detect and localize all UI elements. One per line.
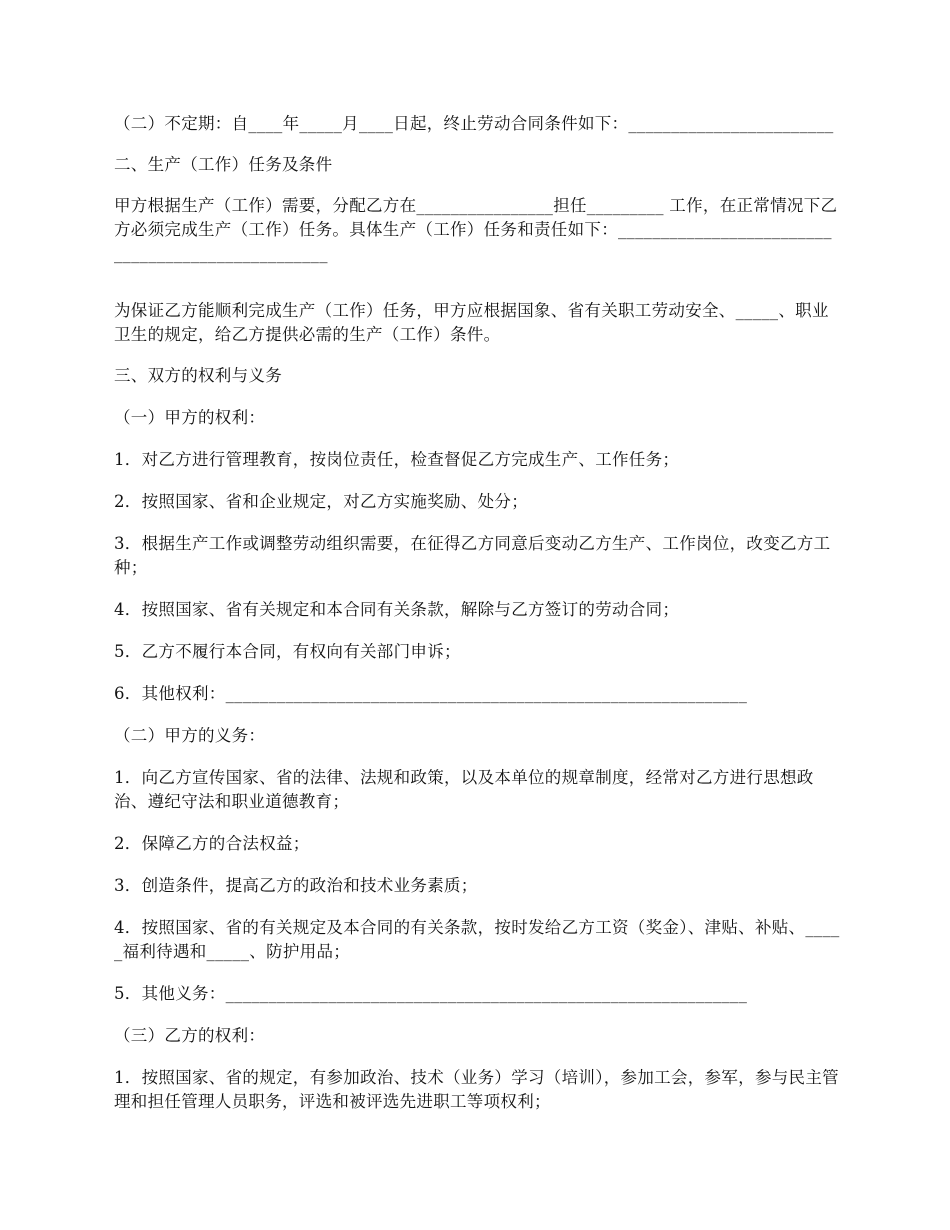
subheading-party-b-rights: （三）乙方的权利： (114, 1026, 266, 1045)
party-a-right-2: 2．按照国家、省和企业规定，对乙方实施奖励、处分； (114, 492, 528, 511)
party-a-obligation-4: 4．按照国家、省的有关规定及本合同的有关条款，按时发给乙方工资（奖金）、津贴、补贴、_____福利待遇和_____、防护用品； (114, 918, 840, 961)
party-a-right-1: 1．对乙方进行管理教育，按岗位责任，检查督促乙方完成生产、工作任务； (114, 450, 680, 469)
clause-task-assignment: 甲方根据生产（工作）需要，分配乙方在________________担任_________ 工作，在正常情况下乙方必须完成生产（工作）任务。具体生产（工作）任务和责任如下：__________________________________________________ (114, 196, 838, 263)
subheading-party-a-rights: （一）甲方的权利： (114, 408, 266, 427)
party-a-obligation-3: 3．创造条件，提高乙方的政治和技术业务素质； (114, 876, 478, 895)
section-heading-rights-obligations: 三、双方的权利与义务 (114, 366, 282, 385)
party-a-right-5: 5．乙方不履行本合同，有权向有关部门申诉； (114, 642, 461, 661)
clause-working-conditions: 为保证乙方能顺利完成生产（工作）任务，甲方应根据国象、省有关职工劳动安全、_____、职业卫生的规定，给乙方提供必需的生产（工作）条件。 (114, 301, 829, 344)
party-a-right-3: 3．根据生产工作或调整劳动组织需要，在征得乙方同意后变动乙方生产、工作岗位，改变乙方工种； (114, 534, 831, 577)
party-a-right-4: 4．按照国家、省有关规定和本合同有关条款，解除与乙方签订的劳动合同； (114, 600, 680, 619)
party-a-obligation-5: 5．其他义务：_____________________________________________________________ (114, 984, 748, 1003)
section-heading-tasks: 二、生产（工作）任务及条件 (114, 155, 333, 174)
party-a-obligation-1: 1．向乙方宣传国家、省的法律、法规和政策，以及本单位的规章制度，经常对乙方进行思想政治、遵纪守法和职业道德教育； (114, 768, 814, 811)
clause-indefinite-term: （二）不定期：自____年_____月____日起，终止劳动合同条件如下：________________________ (114, 114, 834, 133)
document-page (114, 112, 840, 1114)
party-b-right-1: 1．按照国家、省的规定，有参加政治、技术（业务）学习（培训），参加工会，参军，参与民主管理和担任管理人员职务，评选和被评选先进职工等项权利； (114, 1068, 839, 1111)
party-a-obligation-2: 2．保障乙方的合法权益； (114, 834, 310, 853)
party-a-right-6: 6．其他权利：_____________________________________________________________ (114, 684, 748, 703)
subheading-party-a-obligations: （二）甲方的义务： (114, 726, 266, 745)
